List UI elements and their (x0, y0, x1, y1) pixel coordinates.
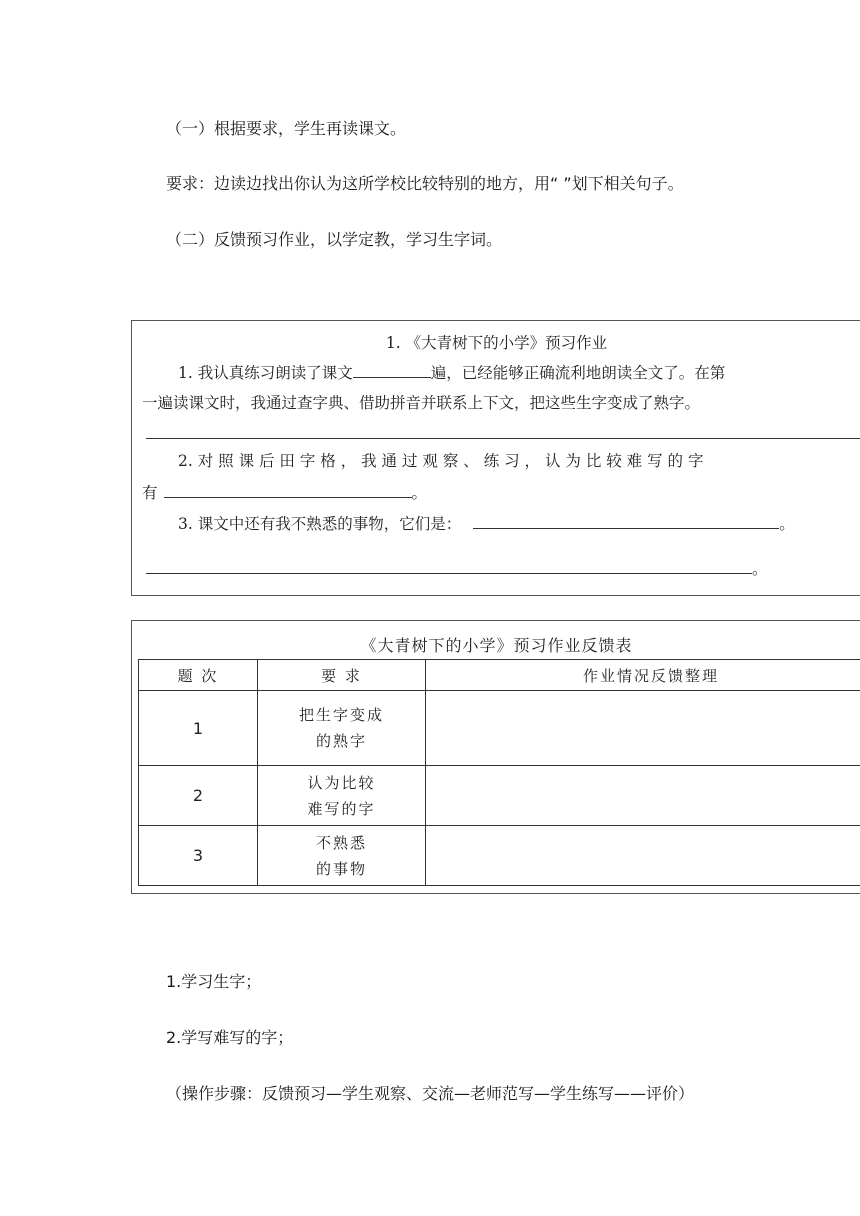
item3-end: 。 (779, 515, 795, 533)
row-feedback-cell[interactable] (426, 691, 860, 766)
intro-line-3: （二）反馈预习作业，以学定教，学习生字词。 (166, 230, 503, 249)
row-feedback-cell[interactable] (426, 766, 860, 826)
unfamiliar-things-blank-2 (146, 557, 752, 574)
reading-count-blank (353, 361, 431, 378)
row-requirement (258, 691, 426, 766)
homework-item-1-line-1 (178, 361, 725, 383)
row-feedback-cell[interactable] (426, 826, 860, 886)
homework-item-2-line-2 (142, 481, 427, 503)
feedback-table (138, 659, 860, 886)
row-number: 3 (139, 826, 258, 886)
table-row (139, 766, 860, 826)
homework-box (131, 320, 860, 596)
item2-end: 。 (411, 484, 428, 502)
intro-line-2: 要求：边读边找出你认为这所学校比较特别的地方，用“ ”划下相关句子。 (166, 174, 684, 193)
difficult-chars-blank (164, 481, 412, 498)
header-requirement: 要 求 (258, 660, 426, 691)
requirement-line-2: 的事物 (315, 859, 367, 878)
row-requirement (258, 766, 426, 826)
intro-line-1: （一）根据要求，学生再读课文。 (166, 119, 407, 138)
requirement-line-1: 把生字变成 (298, 706, 384, 724)
header-feedback: 作业情况反馈整理 (426, 660, 860, 691)
requirement-line-2: 的熟字 (315, 732, 367, 750)
step-1: 1.学习生字； (166, 972, 262, 991)
requirement-line-1: 不熟悉 (315, 833, 367, 852)
item2-text-b: 有 (142, 484, 158, 502)
table-row (139, 691, 860, 766)
item3-text-a: 3. 课文中还有我不熟悉的事物，它们是： (178, 515, 462, 533)
row-number: 1 (139, 691, 258, 766)
homework-item-3-line-1 (178, 512, 795, 534)
feedback-table-title: 《大青树下的小学》预习作业反馈表 (360, 636, 633, 655)
item1-text-b: 遍，已经能够正确流利地朗读全文了。在第 (430, 364, 726, 382)
table-row (139, 826, 860, 886)
homework-title: 1. 《大青树下的小学》预习作业 (385, 334, 608, 352)
requirement-line-2: 难写的字 (307, 799, 376, 818)
homework-item-2-line-1: 2. 对 照 课 后 田 字 格 ， 我 通 过 观 察 、 练 习 ， 认 为 比 较 难 写 的 字 (178, 452, 704, 470)
homework-item-3-line-2 (146, 557, 768, 579)
row-number: 2 (139, 766, 258, 826)
header-question-no: 题 次 (139, 660, 258, 691)
unfamiliar-things-blank (473, 512, 779, 529)
item3-last-end: 。 (752, 560, 768, 578)
table-header-row (139, 660, 860, 691)
homework-item-1-line-2: 一遍读课文时，我通过查字典、借助拼音并联系上下文，把这些生字变成了熟字。 (142, 394, 701, 412)
requirement-line-1: 认为比较 (307, 773, 376, 792)
step-2: 2.学写难写的字； (166, 1028, 294, 1047)
procedure-note: （操作步骤：反馈预习—学生观察、交流—老师范写—学生练写——评价） (166, 1084, 695, 1103)
row-requirement (258, 826, 426, 886)
answer-line-1 (146, 438, 860, 439)
item1-text-a: 1. 我认真练习朗读了课文 (178, 364, 353, 382)
feedback-box (131, 620, 860, 894)
